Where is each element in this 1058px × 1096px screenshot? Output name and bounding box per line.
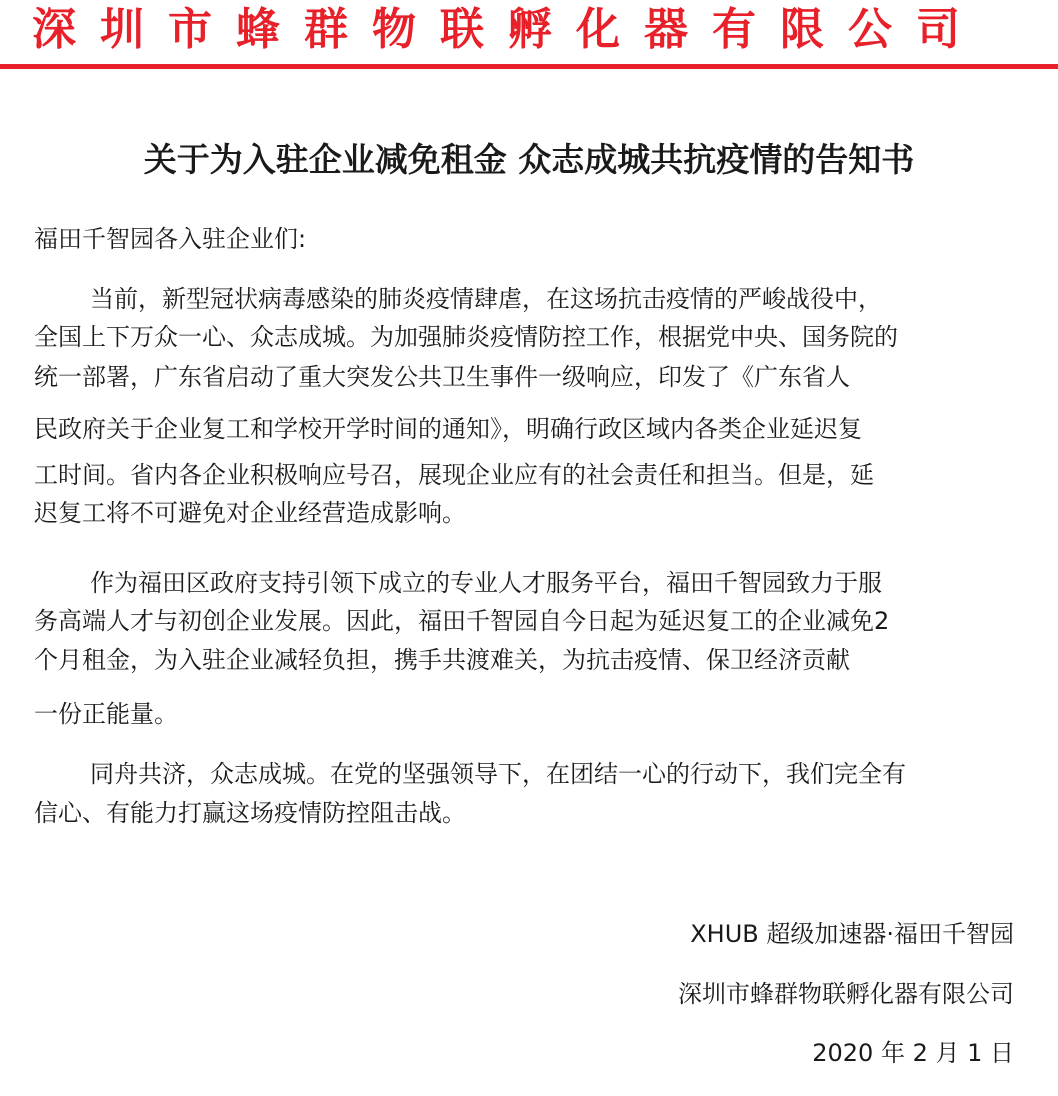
paragraph-3-line: 信心、有能力打赢这场疫情防控阻击战。 (34, 799, 466, 827)
paragraph-3-line: 同舟共济，众志成城。在党的坚强领导下，在团结一心的行动下，我们完全有 (90, 760, 906, 788)
letterhead-org-name: 深圳市蜂群物联孵化器有限公司 (32, 4, 984, 55)
paragraph-1-line: 全国上下万众一心、众志成城。为加强肺炎疫情防控工作，根据党中央、国务院的 (34, 323, 898, 351)
paragraph-1-line: 统一部署，广东省启动了重大突发公共卫生事件一级响应，印发了《广东省人 (34, 363, 850, 391)
paragraph-2-line: 务高端人才与初创企业发展。因此，福田千智园自今日起为延迟复工的企业减免2 (34, 607, 890, 635)
paragraph-2-line: 个月租金，为入驻企业减轻负担，携手共渡难关，为抗击疫情、保卫经济贡献 (34, 646, 850, 674)
document-title: 关于为入驻企业减免租金 众志成城共抗疫情的告知书 (143, 140, 915, 179)
paragraph-2-line: 一份正能量。 (34, 700, 178, 728)
paragraph-1-line: 工时间。省内各企业积极响应号召，展现企业应有的社会责任和担当。但是，延 (34, 461, 874, 489)
signature-date: 2020 年 2 月 1 日 (812, 1039, 1014, 1067)
paragraph-1-line: 迟复工将不可避免对企业经营造成影响。 (34, 499, 466, 527)
paragraph-1-line: 当前，新型冠状病毒感染的肺炎疫情肆虐，在这场抗击疫情的严峻战役中， (90, 285, 882, 313)
salutation: 福田千智园各入驻企业们: (34, 225, 307, 253)
signature-company: 深圳市蜂群物联孵化器有限公司 (678, 980, 1014, 1008)
letterhead (0, 0, 1058, 72)
letterhead-red-rule (0, 64, 1058, 69)
signature-unit: XHUB 超级加速器·福田千智园 (690, 920, 1014, 948)
paragraph-1-line: 民政府关于企业复工和学校开学时间的通知》，明确行政区域内各类企业延迟复 (34, 415, 862, 443)
paragraph-2-line: 作为福田区政府支持引领下成立的专业人才服务平台，福田千智园致力于服 (90, 569, 882, 597)
